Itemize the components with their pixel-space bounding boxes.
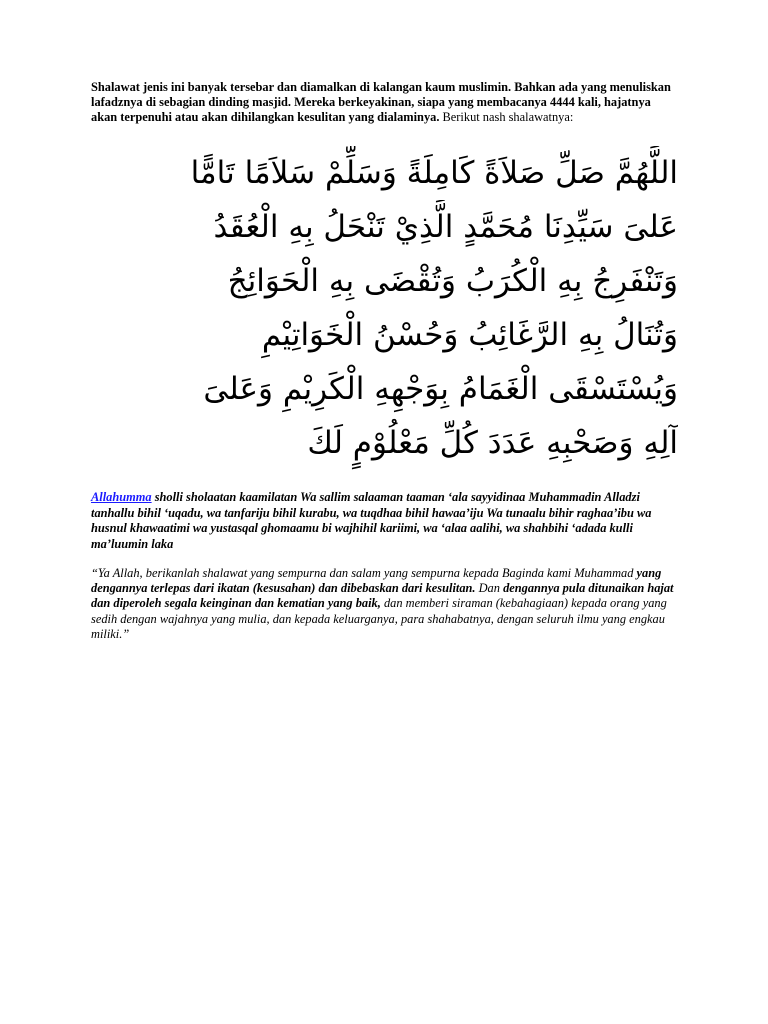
intro-plain-text: Berikut nash shalawatnya: [439, 110, 574, 124]
arabic-line-6: آلِهِ وَصَحْبِهِ عَدَدَ كُلِّ مَعْلُوْمٍ لَكَ [307, 425, 678, 461]
transliteration-text: sholli sholaatan kaamilatan Wa sallim salaaman taaman ‘ala sayyidinaa Muhammadin Alladzi tanhallu bihil ‘uqadu, wa tanfariju bihil kurabu, wa tuqdhaa bihil hawaa’iju Wa tunaalu bihir raghaa’ibu wa husnul khawaatimi wa yustasqal ghomaamu bi wajhihil kariimi, wa ‘alaa aalihi, wa shahbihi ‘adada kulli ma’luumin laka [91, 490, 652, 551]
meaning-paragraph [91, 566, 681, 642]
meaning-part-3: Dan [475, 581, 504, 596]
arabic-line-2: عَلىَ سَيِّدِنَا مُحَمَّدٍ الَّذِيْ تَنْحَلُ بِهِ الْعُقَدُ [213, 209, 678, 245]
arabic-shalawat-text [80, 146, 678, 470]
arabic-line-3: وَتَنْفَرِجُ بِهِ الْكُرَبُ وَتُقْضَى بِهِ الْحَوَائِجُ [227, 263, 678, 299]
arabic-line-1: اللَّهُمَّ صَلِّ صَلاَةً كَامِلَةً وَسَلِّمْ سَلاَمًا تَامًّا [190, 155, 678, 191]
meaning-part-4: dengannya pula ditunaikan hajat dan diperoleh segala keinginan dan kematian yang baik, [91, 581, 674, 611]
meaning-part-2: yang dengannya terlepas dari ikatan (kesusahan) dan dibebaskan dari kesulitan. [91, 566, 662, 596]
intro-bold-text: Shalawat jenis ini banyak tersebar dan diamalkan di kalangan kaum muslimin. Bahkan ada yang menuliskan lafadznya di sebagian dinding masjid. Mereka berkeyakinan, siapa yang membacanya 4444 kali, hajatnya akan terpenuhi atau akan dihilangkan kesulitan yang dialaminya. [91, 80, 671, 124]
transliteration-paragraph [91, 490, 671, 552]
intro-paragraph [91, 80, 671, 125]
allahumma-link[interactable]: Allahumma [91, 490, 152, 504]
arabic-line-5: وَيُسْتَسْقَى الْغَمَامُ بِوَجْهِهِ الْكَرِيْمِ وَعَلىَ [203, 371, 678, 407]
meaning-part-1: “Ya Allah, berikanlah shalawat yang sempurna dan salam yang sempurna kepada Baginda kami Muhammad [91, 566, 637, 580]
arabic-line-4: وَتُنَالُ بِهِ الرَّغَائِبُ وَحُسْنُ الْخَوَاتِيْمِ [261, 317, 678, 353]
meaning-part-5: dan memberi siraman (kebahagiaan) kepada orang yang sedih dengan wajahnya yang mulia, dan kepada keluarganya, para shahabatnya, dengan seluruh ilmu yang engkau miliki.” [91, 596, 667, 641]
